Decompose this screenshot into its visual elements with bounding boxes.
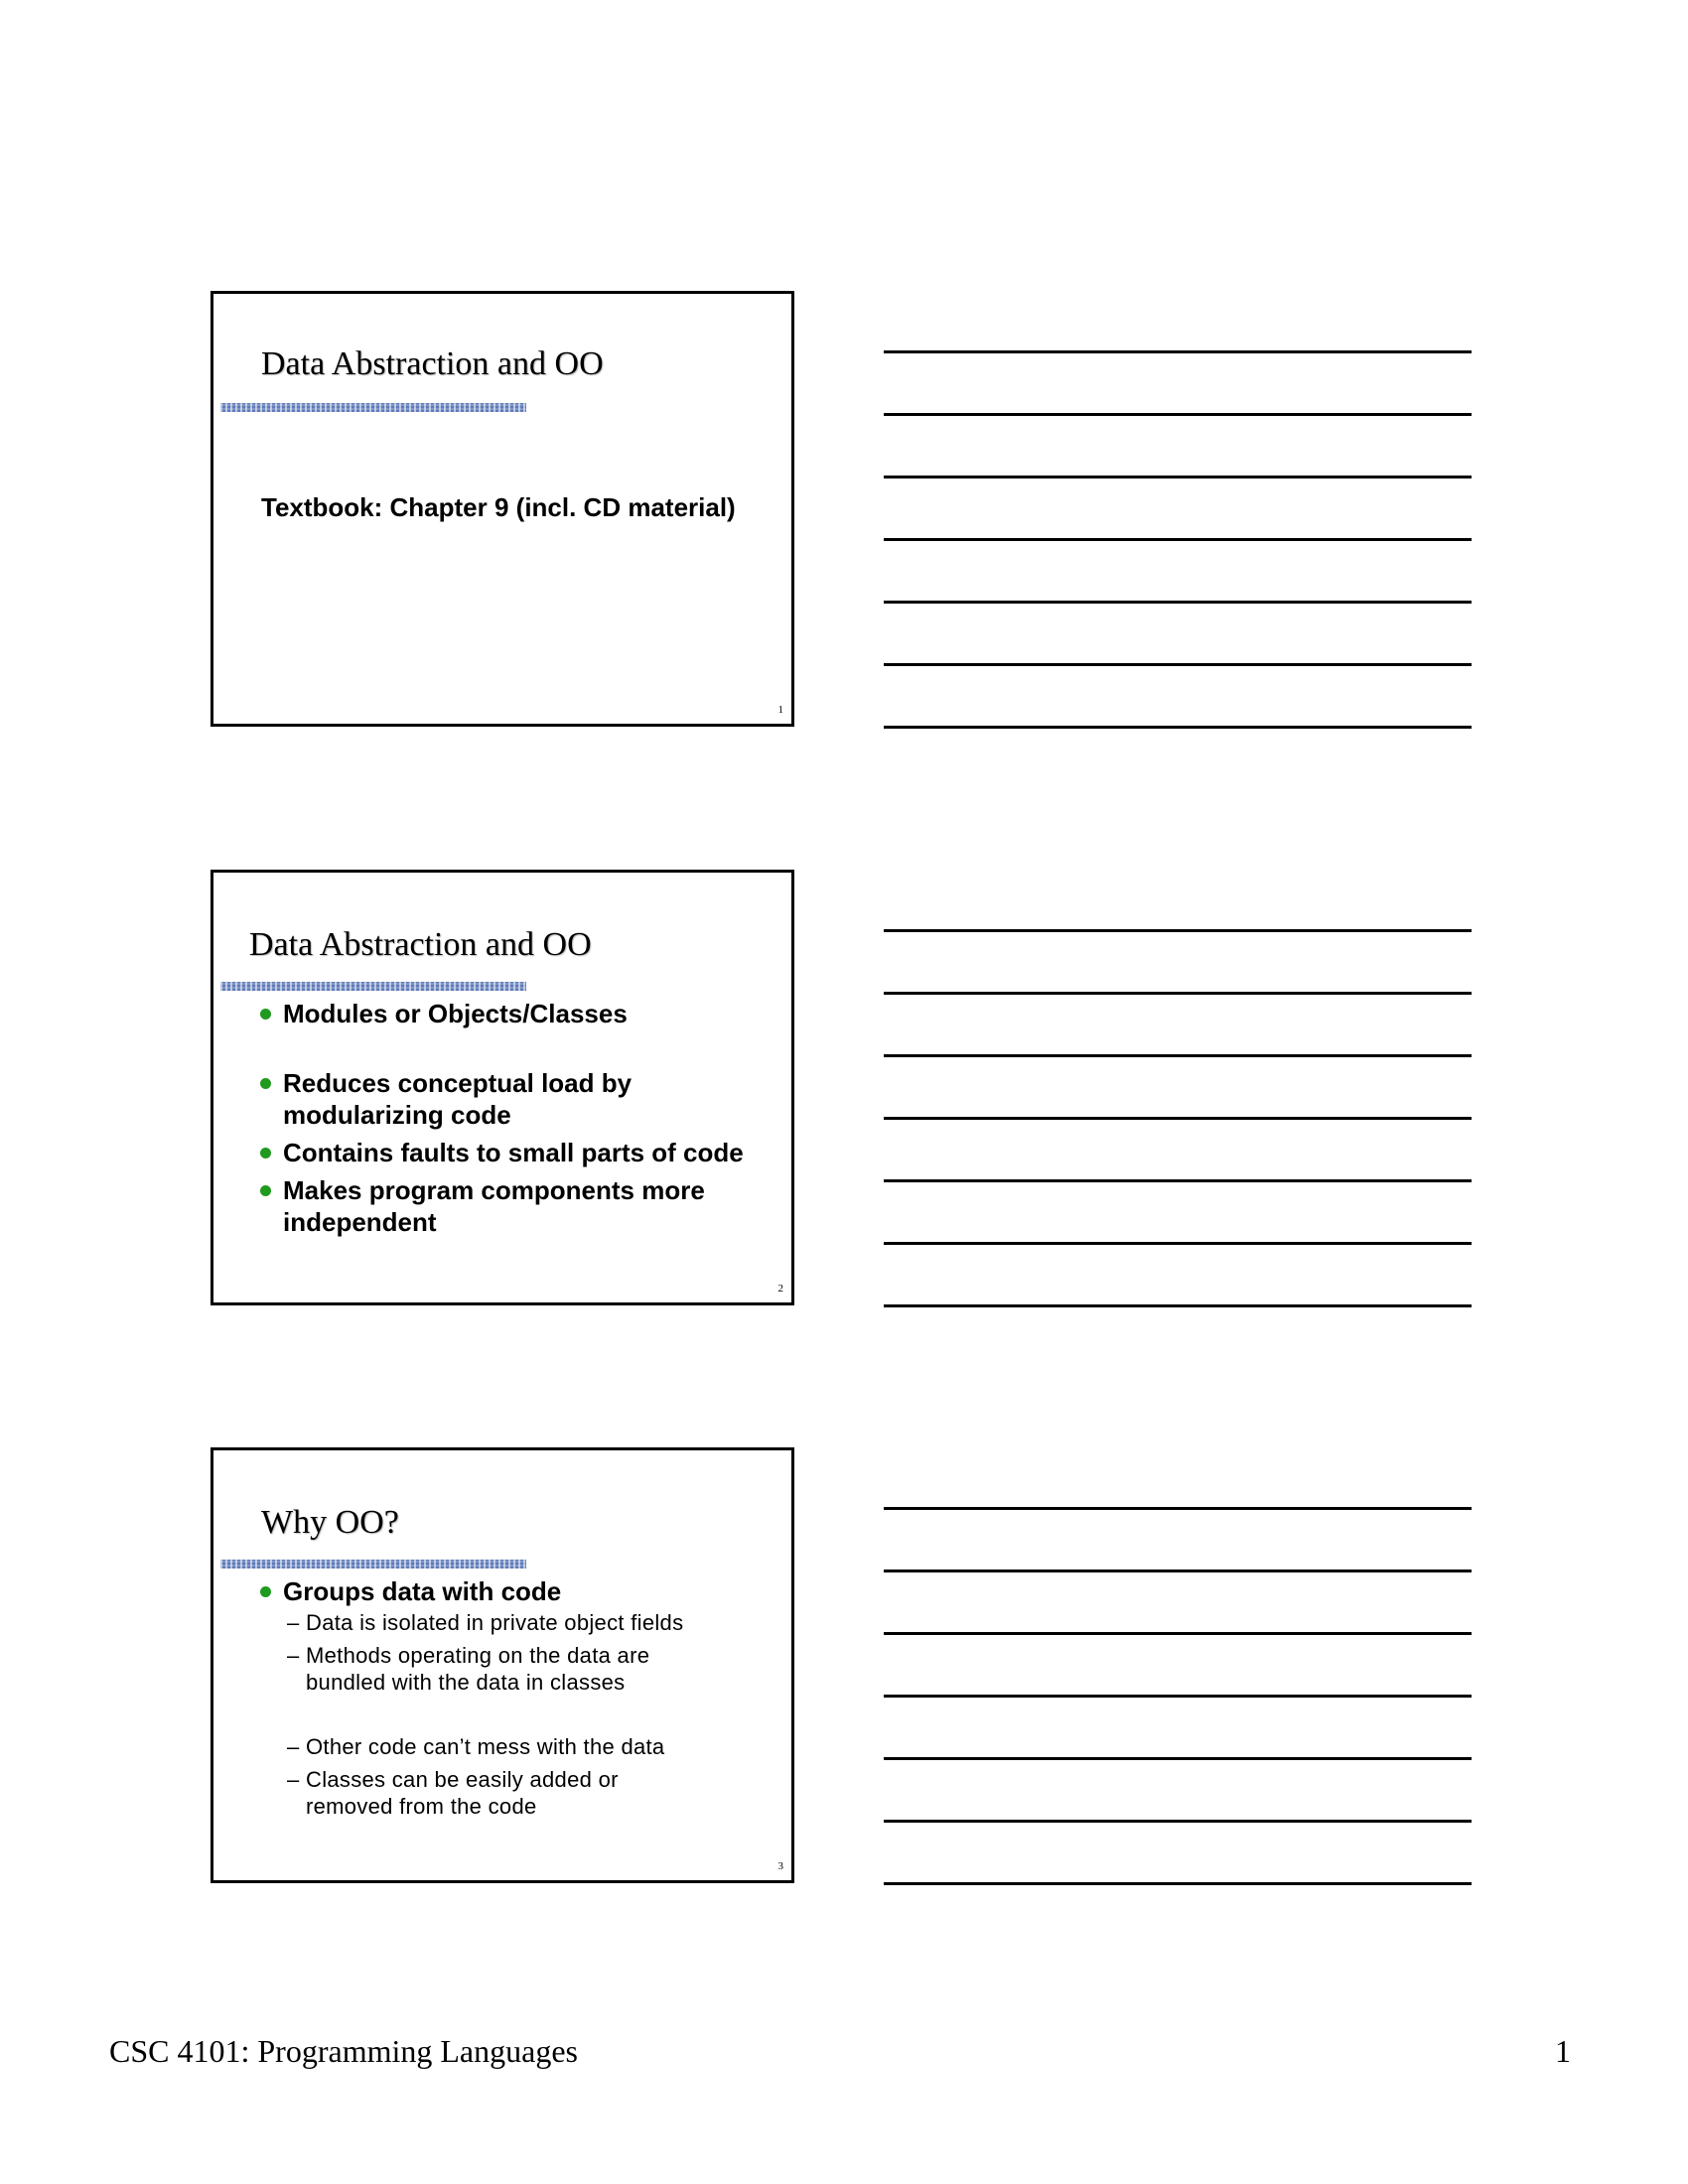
dash-icon: –: [287, 1767, 300, 1792]
note-line: [884, 1820, 1472, 1823]
sub-bullet-item: [287, 1766, 683, 1820]
note-line: [884, 1695, 1472, 1698]
sub-bullet-text: Data is isolated in private object fields: [306, 1610, 684, 1635]
note-line: [884, 1507, 1472, 1510]
dash-icon: –: [287, 1610, 300, 1635]
note-line: [884, 413, 1472, 416]
bullet-item: [259, 1137, 775, 1168]
bullet-dot-icon: [260, 1009, 271, 1020]
slide-title: Data Abstraction and OO: [249, 926, 592, 963]
dash-icon: –: [287, 1734, 300, 1759]
bullet-text: Groups data with code: [283, 1576, 562, 1606]
bullet-text: Modules or Objects/Classes: [283, 999, 628, 1028]
bullet-dot-icon: [260, 1586, 271, 1597]
bullet-dot-icon: [260, 1185, 271, 1196]
title-underline-bar: [220, 403, 526, 412]
note-line: [884, 538, 1472, 541]
bullet-dot-icon: [260, 1078, 271, 1089]
slide-3: [211, 1447, 794, 1883]
note-line: [884, 726, 1472, 729]
bullet-list: [259, 998, 775, 1238]
note-line: [884, 663, 1472, 666]
note-line: [884, 1117, 1472, 1120]
note-line: [884, 1054, 1472, 1057]
title-underline-bar: [220, 982, 526, 991]
sub-bullet-text: Methods operating on the data are bundled with the data in classes: [306, 1643, 650, 1695]
title-underline-bar: [220, 1560, 526, 1569]
slide-text: Textbook: Chapter 9 (incl. CD material): [261, 492, 736, 522]
note-line: [884, 1304, 1472, 1307]
bullet-item: [259, 1575, 775, 1820]
slide-title: Data Abstraction and OO: [261, 345, 604, 382]
bullet-item: [259, 998, 775, 1029]
note-line: [884, 1882, 1472, 1885]
note-line: [884, 601, 1472, 604]
bullet-dot-icon: [260, 1148, 271, 1159]
slide-number: 2: [777, 1283, 783, 1295]
footer-page-number: 1: [1555, 2033, 1571, 2069]
bullet-item: [259, 1067, 775, 1131]
bullet-item: [259, 1174, 775, 1238]
bullet-text: Contains faults to small parts of code: [283, 1138, 744, 1167]
slide-number: 1: [777, 704, 783, 716]
note-line: [884, 1179, 1472, 1182]
bullet-text: Makes program components more independent: [283, 1175, 705, 1237]
note-line: [884, 929, 1472, 932]
bullet-list: [259, 1575, 775, 1820]
slide-2: [211, 870, 794, 1305]
note-line: [884, 1570, 1472, 1572]
sub-bullet-item: [287, 1609, 724, 1636]
bullet-text: Reduces conceptual load by modularizing code: [283, 1068, 633, 1130]
note-line: [884, 350, 1472, 353]
footer-course-title: CSC 4101: Programming Languages: [109, 2033, 578, 2069]
slide-number: 3: [777, 1860, 783, 1872]
slide-1: [211, 291, 794, 727]
dash-icon: –: [287, 1643, 300, 1668]
sub-bullet-text: Classes can be easily added or removed from the code: [306, 1767, 619, 1819]
note-line: [884, 1632, 1472, 1635]
sub-bullet-list: [287, 1609, 724, 1820]
sub-bullet-text: Other code can’t mess with the data: [306, 1734, 665, 1759]
slide-title: Why OO?: [261, 1504, 399, 1541]
sub-bullet-item: [287, 1642, 703, 1696]
note-line: [884, 476, 1472, 478]
note-line: [884, 1757, 1472, 1760]
note-line: [884, 1242, 1472, 1245]
sub-bullet-item: [287, 1733, 724, 1760]
note-line: [884, 992, 1472, 995]
